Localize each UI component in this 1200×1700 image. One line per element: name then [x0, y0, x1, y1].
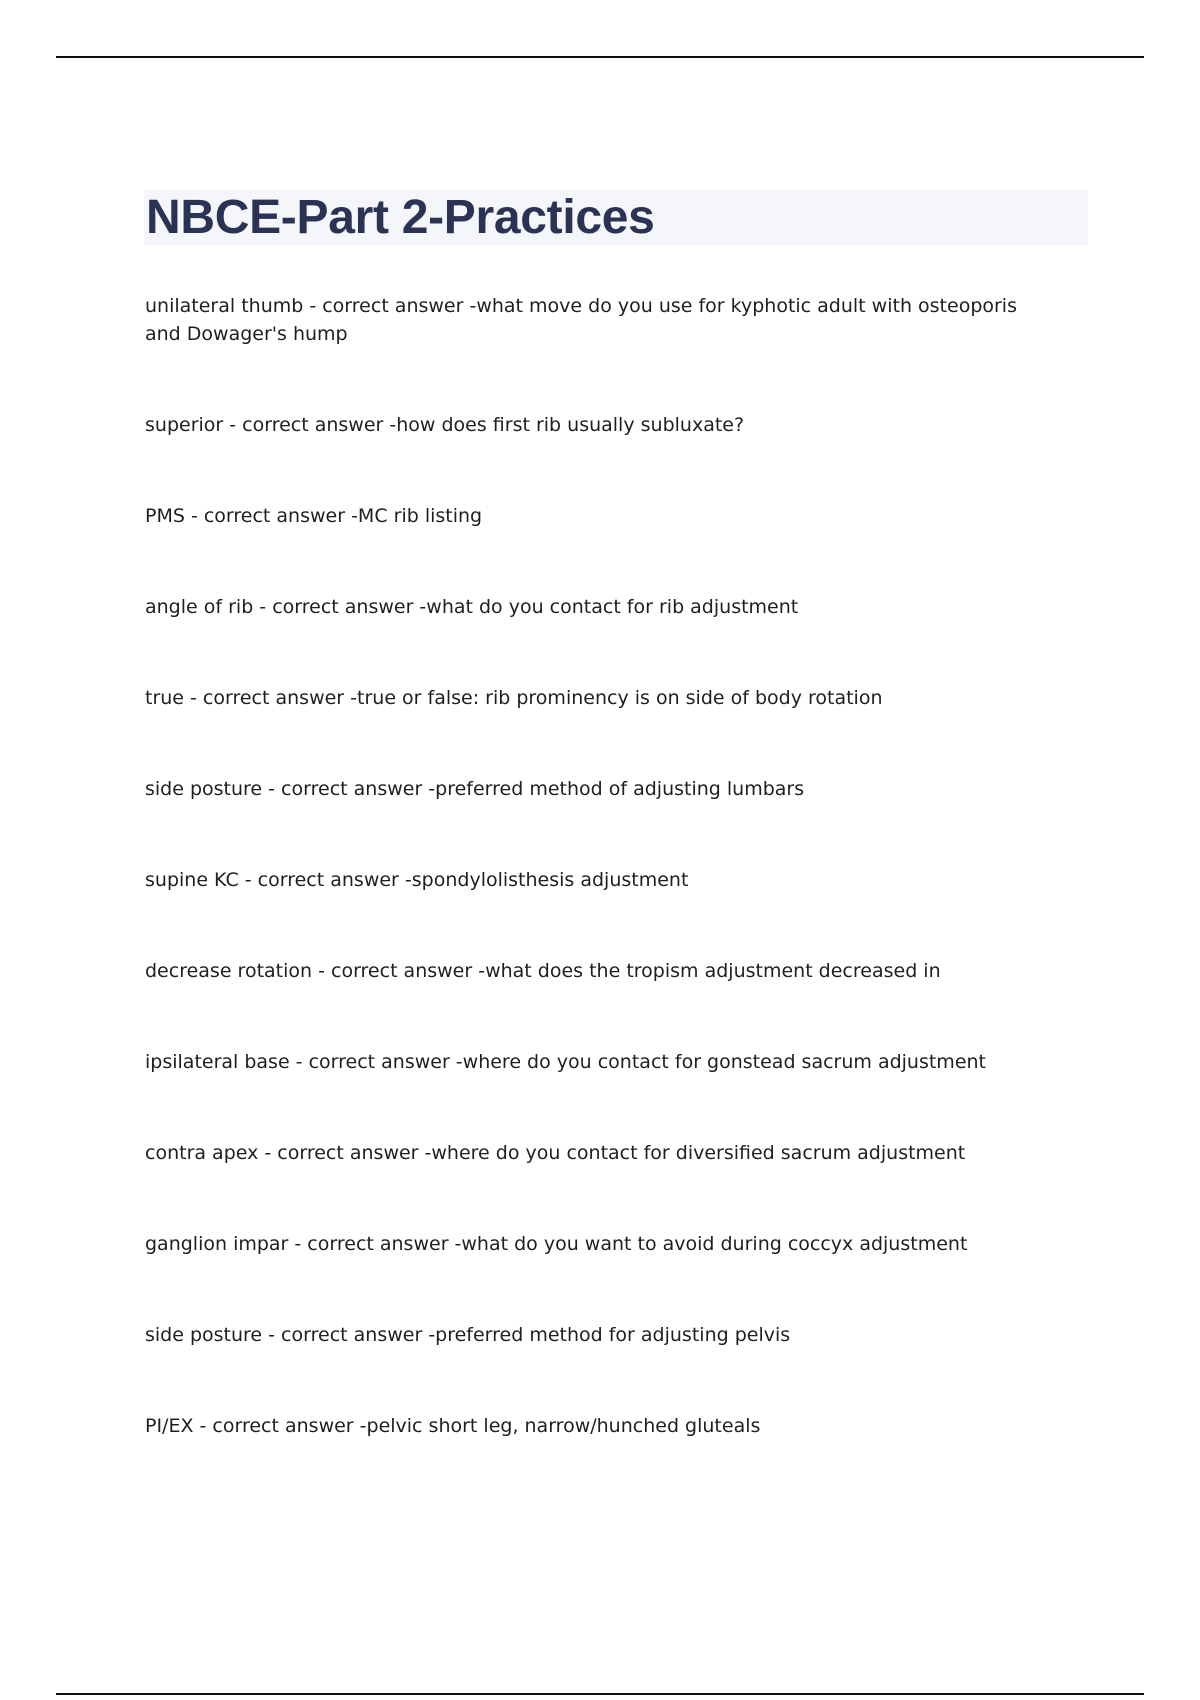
qa-item: supine KC - correct answer -spondylolisthesis adjustment: [145, 869, 689, 891]
qa-item: side posture - correct answer -preferred method of adjusting lumbars: [145, 778, 805, 800]
qa-item: angle of rib - correct answer -what do you contact for rib adjustment: [145, 596, 799, 618]
qa-list: [145, 292, 1045, 1503]
qa-item: ganglion impar - correct answer -what do you want to avoid during coccyx adjustment: [145, 1233, 968, 1255]
qa-item: superior - correct answer -how does first rib usually subluxate?: [145, 414, 745, 436]
qa-item: PI/EX - correct answer -pelvic short leg, narrow/hunched gluteals: [145, 1415, 761, 1437]
page-title: NBCE-Part 2-Practices: [146, 191, 655, 244]
qa-item: contra apex - correct answer -where do you contact for diversified sacrum adjustment: [145, 1142, 966, 1164]
qa-item: side posture - correct answer -preferred method for adjusting pelvis: [145, 1324, 791, 1346]
qa-item: unilateral thumb - correct answer -what move do you use for kyphotic adult with osteoporis and Dowager's hump: [145, 295, 1017, 345]
qa-item: true - correct answer -true or false: rib prominency is on side of body rotation: [145, 687, 883, 709]
top-rule: [56, 56, 1144, 58]
qa-item: decrease rotation - correct answer -what does the tropism adjustment decreased in: [145, 960, 941, 982]
bottom-rule: [56, 1693, 1144, 1695]
qa-item: ipsilateral base - correct answer -where do you contact for gonstead sacrum adjustment: [145, 1051, 987, 1073]
qa-item: PMS - correct answer -MC rib listing: [145, 505, 483, 527]
